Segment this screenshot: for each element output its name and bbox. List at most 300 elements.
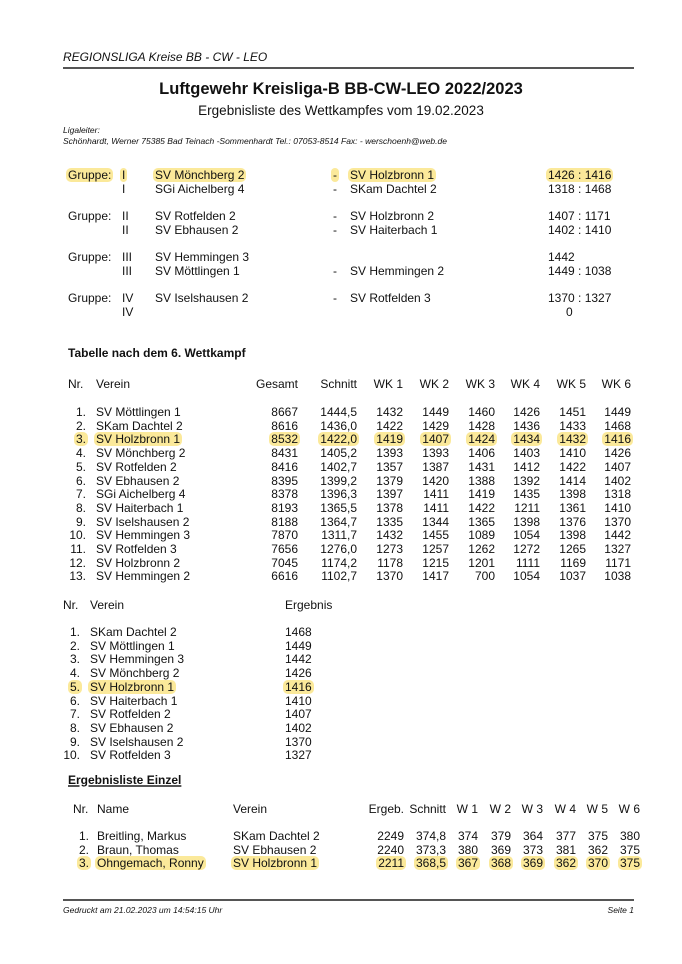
column-header: W 2 — [489, 802, 511, 816]
table-cell: 4. — [69, 666, 80, 681]
table-row — [0, 569, 682, 583]
table-cell: 1449 — [604, 405, 631, 419]
table-cell: SV Mönchberg 2 — [96, 446, 186, 461]
table-cell: 1405,2 — [320, 446, 357, 461]
table-cell: 377 — [555, 829, 576, 843]
table-cell: 1402,7 — [320, 459, 357, 474]
table-cell: 10. — [63, 748, 80, 763]
column-header: WK 2 — [419, 377, 449, 391]
table-cell: 1392 — [513, 473, 540, 488]
table-cell: 1. — [75, 405, 86, 419]
table-cell: 2240 — [377, 842, 404, 857]
table-cell: 3. — [78, 856, 89, 870]
table-cell: 1393 — [376, 446, 403, 461]
table-cell: 1379 — [376, 473, 403, 488]
table-cell: 1054 — [513, 528, 540, 543]
table-cell: 7. — [75, 487, 86, 502]
table-cell: SV Mönchberg 2 — [90, 666, 180, 681]
table-cell: 1397 — [376, 487, 403, 502]
table-cell: 1432 — [559, 432, 586, 447]
away-team: SV Holzbronn 1 — [350, 168, 435, 182]
table-cell: 1411 — [423, 487, 449, 502]
table-cell: 1361 — [559, 500, 586, 515]
table-row — [0, 829, 682, 843]
match-score: 1407 : 1171 — [548, 209, 611, 223]
table-row — [0, 501, 682, 515]
table-row — [0, 625, 682, 639]
table-cell: SGi Aichelberg 4 — [96, 487, 186, 502]
away-team: SV Hemmingen 2 — [350, 264, 445, 278]
vs-dash: - — [333, 168, 337, 182]
table-cell: 1. — [69, 625, 80, 639]
table-cell: 1416 — [285, 679, 312, 694]
group-row — [0, 291, 682, 305]
table-cell: 1037 — [559, 569, 586, 584]
table-cell: 1215 — [422, 555, 449, 570]
away-team: SV Haiterbach 1 — [350, 223, 438, 237]
table-cell: 1449 — [285, 638, 312, 653]
away-team: SV Holzbronn 2 — [350, 209, 435, 223]
table-cell: 364 — [522, 829, 543, 843]
table-cell: 1365,5 — [320, 500, 357, 515]
table-cell: 1422,0 — [320, 432, 357, 447]
table-row — [0, 639, 682, 653]
table-cell: 1414 — [559, 473, 586, 488]
table-cell: 1265 — [559, 542, 586, 556]
table-cell: SV Iselshausen 2 — [90, 734, 184, 749]
table-cell: 1388 — [468, 473, 495, 488]
table-cell: 1402 — [285, 720, 312, 735]
group-number: III — [122, 264, 133, 278]
table-cell: 1429 — [422, 418, 449, 433]
table-cell: SKam Dachtel 2 — [233, 829, 320, 843]
group-number: I — [122, 182, 126, 196]
table-cell: 380 — [457, 842, 478, 857]
ligaleiter-label: Ligaleiter: — [63, 125, 100, 135]
column-header: WK 1 — [373, 377, 403, 391]
individual-title: Ergebnisliste Einzel — [68, 773, 182, 787]
column-header: WK 3 — [465, 377, 495, 391]
table-cell: 368,5 — [415, 856, 446, 870]
table-cell: 1422 — [376, 418, 403, 433]
column-header: Verein — [233, 802, 268, 816]
table-cell: 1393 — [422, 446, 449, 461]
table-cell: 1419 — [468, 487, 495, 502]
table-cell: 1038 — [604, 569, 631, 584]
away-team: SV Rotfelden 3 — [350, 291, 431, 305]
table-cell: 1426 — [285, 666, 312, 681]
table-cell: 2211 — [378, 856, 404, 870]
table-cell: 10. — [69, 528, 86, 543]
home-team: SV Ebhausen 2 — [155, 223, 239, 237]
column-header: Nr. — [73, 802, 89, 816]
table-cell: 1111 — [515, 555, 540, 570]
column-header: W 6 — [618, 802, 640, 816]
table-cell: 11. — [70, 542, 86, 556]
table-cell: 380 — [619, 829, 640, 843]
table-cell: 9. — [75, 514, 86, 529]
table-cell: 8. — [69, 720, 80, 735]
table-cell: 2. — [78, 842, 89, 857]
table-cell: 1407 — [285, 707, 312, 722]
table-cell: 7. — [69, 707, 80, 722]
table-cell: SV Rotfelden 2 — [96, 459, 177, 474]
table-cell: 1178 — [377, 555, 403, 570]
table-cell: 700 — [474, 569, 495, 584]
page-subtitle: Ergebnisliste des Wettkampfes vom 19.02.2023 — [198, 103, 484, 118]
table-cell: 8431 — [271, 446, 298, 461]
away-team: SKam Dachtel 2 — [350, 182, 437, 196]
table-cell: SV Holzbronn 2 — [96, 555, 181, 570]
standings-header-row — [0, 377, 682, 391]
table-cell: SV Rotfelden 2 — [90, 707, 171, 722]
group-number: IV — [122, 291, 134, 305]
table-cell: 1422 — [559, 459, 586, 474]
table-cell: 7045 — [271, 555, 298, 570]
table-cell: 8416 — [271, 459, 298, 474]
table-row — [0, 405, 682, 419]
table-cell: 1370 — [285, 734, 312, 749]
table-cell: 2. — [69, 638, 80, 653]
column-header: Name — [97, 802, 130, 816]
table-row — [0, 487, 682, 501]
column-header: W 1 — [456, 802, 478, 816]
table-cell: SV Rotfelden 3 — [96, 542, 177, 556]
column-header: WK 4 — [510, 377, 540, 391]
table-cell: 1410 — [559, 446, 586, 461]
table-cell: 368 — [490, 856, 511, 870]
table-cell: 1376 — [559, 514, 586, 529]
table-cell: 1365 — [468, 514, 495, 529]
table-cell: 1434 — [513, 432, 540, 447]
day-header-row — [0, 598, 682, 612]
table-cell: 1426 — [513, 405, 540, 419]
group-row — [0, 168, 682, 182]
table-cell: 1424 — [468, 432, 495, 447]
group-number: II — [122, 223, 129, 237]
group-row — [0, 250, 682, 264]
match-score: 1402 : 1410 — [548, 223, 612, 237]
vs-dash: - — [333, 291, 337, 305]
group-label: Gruppe: — [68, 291, 112, 305]
table-cell: 12. — [69, 555, 86, 570]
table-cell: 362 — [555, 856, 576, 870]
table-cell: 1407 — [422, 432, 449, 447]
home-team: SV Rotfelden 2 — [155, 209, 236, 223]
table-cell: SV Rotfelden 3 — [90, 748, 171, 763]
table-row — [0, 666, 682, 680]
page-number: Seite 1 — [607, 905, 634, 915]
vs-dash: - — [333, 264, 337, 278]
table-row — [0, 707, 682, 721]
table-row — [0, 474, 682, 488]
table-cell: 1416 — [604, 432, 631, 447]
table-cell: SV Hemmingen 3 — [90, 652, 185, 667]
league-header: REGIONSLIGA Kreise BB - CW - LEO — [63, 50, 268, 64]
table-row — [0, 460, 682, 474]
table-cell: 8188 — [271, 514, 298, 529]
table-cell: 1364,7 — [320, 514, 357, 529]
table-cell: 1436 — [513, 418, 540, 433]
table-cell: 1174,2 — [321, 555, 357, 570]
column-header: Verein — [96, 377, 131, 391]
table-cell: 2249 — [377, 829, 404, 843]
table-cell: 8378 — [271, 487, 298, 502]
table-cell: 1417 — [422, 569, 449, 584]
table-cell: 1433 — [559, 418, 586, 433]
table-row — [0, 680, 682, 694]
home-team: SGi Aichelberg 4 — [155, 182, 245, 196]
match-score: 1449 : 1038 — [548, 264, 612, 278]
table-cell: 1272 — [513, 542, 540, 556]
group-number: I — [122, 168, 126, 182]
table-cell: 1412 — [513, 459, 540, 474]
table-row — [0, 856, 682, 870]
group-label: Gruppe: — [68, 250, 112, 264]
match-score: 1370 : 1327 — [548, 291, 612, 305]
group-number: II — [122, 209, 129, 223]
table-cell: 8395 — [271, 473, 298, 488]
table-cell: 1257 — [422, 542, 449, 556]
table-cell: 3. — [69, 652, 80, 667]
table-cell: 369 — [490, 842, 511, 857]
table-cell: SV Haiterbach 1 — [96, 500, 184, 515]
table-cell: 1436,0 — [320, 418, 357, 433]
table-row — [0, 419, 682, 433]
vs-dash: - — [333, 182, 337, 196]
table-cell: 375 — [587, 829, 608, 843]
home-team: SV Hemmingen 3 — [155, 250, 250, 264]
column-header: Nr. — [63, 598, 79, 612]
group-label: Gruppe: — [68, 209, 112, 223]
table-cell: 375 — [619, 856, 640, 870]
table-row — [0, 748, 682, 762]
table-cell: 1403 — [513, 446, 540, 461]
table-cell: 1201 — [468, 555, 495, 570]
table-cell: 370 — [587, 856, 608, 870]
column-header: Nr. — [68, 377, 84, 391]
group-row — [0, 209, 682, 223]
table-cell: 1335 — [376, 514, 403, 529]
table-cell: SV Haiterbach 1 — [90, 693, 178, 708]
table-cell: 1357 — [376, 459, 403, 474]
table-cell: 1344 — [422, 514, 449, 529]
standings-title: Tabelle nach dem 6. Wettkampf — [68, 346, 246, 360]
table-row — [0, 528, 682, 542]
table-cell: 1422 — [468, 500, 495, 515]
table-cell: 1460 — [468, 405, 495, 419]
table-cell: 8667 — [271, 405, 298, 419]
table-cell: 1387 — [422, 459, 449, 474]
table-cell: 13. — [69, 569, 86, 584]
group-label: Gruppe: — [68, 168, 112, 182]
group-number: IV — [122, 305, 134, 319]
table-cell: 6616 — [271, 569, 298, 584]
table-cell: 1. — [78, 829, 89, 843]
table-row — [0, 843, 682, 857]
column-header: W 3 — [521, 802, 543, 816]
group-row — [0, 223, 682, 237]
table-cell: 1399,2 — [320, 473, 357, 488]
table-cell: SV Ebhausen 2 — [90, 720, 174, 735]
home-team: SV Möttlingen 1 — [155, 264, 240, 278]
table-cell: SV Möttlingen 1 — [90, 638, 175, 653]
table-row — [0, 446, 682, 460]
table-cell: 1102,7 — [321, 569, 357, 584]
table-cell: 1169 — [560, 555, 586, 570]
table-cell: 1428 — [468, 418, 495, 433]
table-row — [0, 432, 682, 446]
table-row — [0, 735, 682, 749]
table-cell: 6. — [75, 473, 86, 488]
table-cell: Braun, Thomas — [97, 842, 179, 857]
table-cell: 1089 — [468, 528, 495, 543]
table-cell: 1398 — [559, 528, 586, 543]
table-cell: 1420 — [422, 473, 449, 488]
printed-timestamp: Gedruckt am 21.02.2023 um 14:54:15 Uhr — [63, 905, 223, 915]
group-row — [0, 264, 682, 278]
home-team: SV Mönchberg 2 — [155, 168, 245, 182]
table-cell: SV Ebhausen 2 — [233, 842, 317, 857]
table-cell: 1406 — [468, 446, 495, 461]
table-cell: 373 — [522, 842, 543, 857]
table-cell: 1451 — [559, 405, 586, 419]
table-cell: 1402 — [604, 473, 631, 488]
header-rule — [63, 67, 634, 69]
table-cell: 5. — [69, 679, 80, 694]
table-cell: 374 — [457, 829, 478, 843]
table-cell: 8. — [75, 500, 86, 515]
column-header: Gesamt — [255, 377, 298, 391]
vs-dash: - — [333, 209, 337, 223]
table-cell: 1411 — [423, 500, 449, 515]
table-cell: 1276,0 — [320, 542, 357, 556]
table-cell: 8532 — [271, 432, 298, 447]
table-cell: 1468 — [604, 418, 631, 433]
page-title: Luftgewehr Kreisliga-B BB-CW-LEO 2022/2023 — [159, 80, 523, 98]
table-cell: 1370 — [376, 569, 403, 584]
individual-header-row — [0, 802, 682, 816]
match-score: 1318 : 1468 — [548, 182, 612, 196]
table-cell: 1407 — [604, 459, 631, 474]
table-row — [0, 721, 682, 735]
column-header: WK 6 — [601, 377, 631, 391]
table-cell: 5. — [75, 459, 86, 474]
table-cell: 1444,5 — [320, 405, 357, 419]
table-cell: 9. — [69, 734, 80, 749]
table-cell: 6. — [69, 693, 80, 708]
table-cell: SKam Dachtel 2 — [96, 418, 183, 433]
table-cell: 4. — [75, 446, 86, 461]
table-cell: 1378 — [376, 500, 403, 515]
table-cell: 1398 — [559, 487, 586, 502]
vs-dash: - — [333, 223, 337, 237]
table-cell: 1327 — [604, 542, 631, 556]
table-cell: 1410 — [604, 500, 631, 515]
table-row — [0, 515, 682, 529]
table-cell: SV Holzbronn 1 — [96, 432, 181, 447]
column-header: Verein — [90, 598, 125, 612]
table-cell: 1468 — [285, 625, 312, 639]
table-cell: 367 — [457, 856, 478, 870]
table-cell: 7656 — [271, 542, 298, 556]
table-cell: SV Ebhausen 2 — [96, 473, 180, 488]
table-cell: 1311,7 — [321, 528, 357, 543]
column-header: Ergebnis — [285, 598, 333, 612]
table-cell: 1327 — [285, 748, 312, 763]
table-cell: 379 — [490, 829, 511, 843]
table-cell: 1318 — [604, 487, 631, 502]
table-cell: 1435 — [513, 487, 540, 502]
table-cell: 7870 — [271, 528, 298, 543]
table-cell: 362 — [587, 842, 608, 857]
table-cell: SKam Dachtel 2 — [90, 625, 177, 639]
table-cell: 1410 — [285, 693, 312, 708]
table-cell: 1455 — [422, 528, 449, 543]
table-cell: 1273 — [376, 542, 403, 556]
table-cell: 1396,3 — [320, 487, 357, 502]
table-row — [0, 542, 682, 556]
column-header: Schnitt — [409, 802, 446, 816]
table-cell: 1419 — [376, 432, 403, 447]
table-cell: SV Holzbronn 1 — [90, 679, 175, 694]
table-cell: 1442 — [285, 652, 312, 667]
table-cell: 1370 — [604, 514, 631, 529]
table-cell: 1211 — [514, 500, 540, 515]
column-header: Ergeb. — [368, 802, 404, 816]
table-row — [0, 556, 682, 570]
table-cell: SV Hemmingen 2 — [96, 569, 191, 584]
table-cell: Breitling, Markus — [97, 829, 187, 843]
match-score: 0 — [566, 305, 573, 319]
table-cell: SV Holzbronn 1 — [233, 856, 318, 870]
table-cell: 373,3 — [415, 842, 446, 857]
match-score: 1426 : 1416 — [548, 168, 612, 182]
table-cell: SV Iselshausen 2 — [96, 514, 190, 529]
table-cell: 3. — [75, 432, 86, 447]
table-cell: 1426 — [604, 446, 631, 461]
ligaleiter-info: Schönhardt, Werner 75385 Bad Teinach -Sommenhardt Tel.: 07053-8514 Fax: - werschoenh@web.de — [63, 136, 447, 146]
footer-rule — [63, 899, 634, 901]
table-cell: 1262 — [468, 542, 495, 556]
table-cell: 1171 — [605, 555, 631, 570]
table-cell: 1432 — [376, 528, 403, 543]
table-cell: 375 — [619, 842, 640, 857]
table-cell: 1432 — [376, 405, 403, 419]
table-cell: 1442 — [604, 528, 631, 543]
column-header: Schnitt — [320, 377, 357, 391]
table-cell: 2. — [75, 418, 86, 433]
table-cell: 369 — [522, 856, 543, 870]
table-cell: Ohngemach, Ronny — [97, 856, 204, 870]
table-cell: 1449 — [422, 405, 449, 419]
group-number: III — [122, 250, 133, 264]
table-cell: 8616 — [271, 418, 298, 433]
group-row — [0, 305, 682, 319]
home-team: SV Iselshausen 2 — [155, 291, 249, 305]
table-cell: 8193 — [271, 500, 298, 515]
table-cell: 1398 — [513, 514, 540, 529]
table-cell: SV Möttlingen 1 — [96, 405, 181, 419]
group-row — [0, 182, 682, 196]
table-cell: 374,8 — [415, 829, 446, 843]
table-cell: SV Hemmingen 3 — [96, 528, 191, 543]
table-cell: 1054 — [513, 569, 540, 584]
table-cell: 381 — [555, 842, 576, 857]
column-header: W 5 — [586, 802, 608, 816]
column-header: WK 5 — [556, 377, 586, 391]
table-cell: 1431 — [468, 459, 495, 474]
